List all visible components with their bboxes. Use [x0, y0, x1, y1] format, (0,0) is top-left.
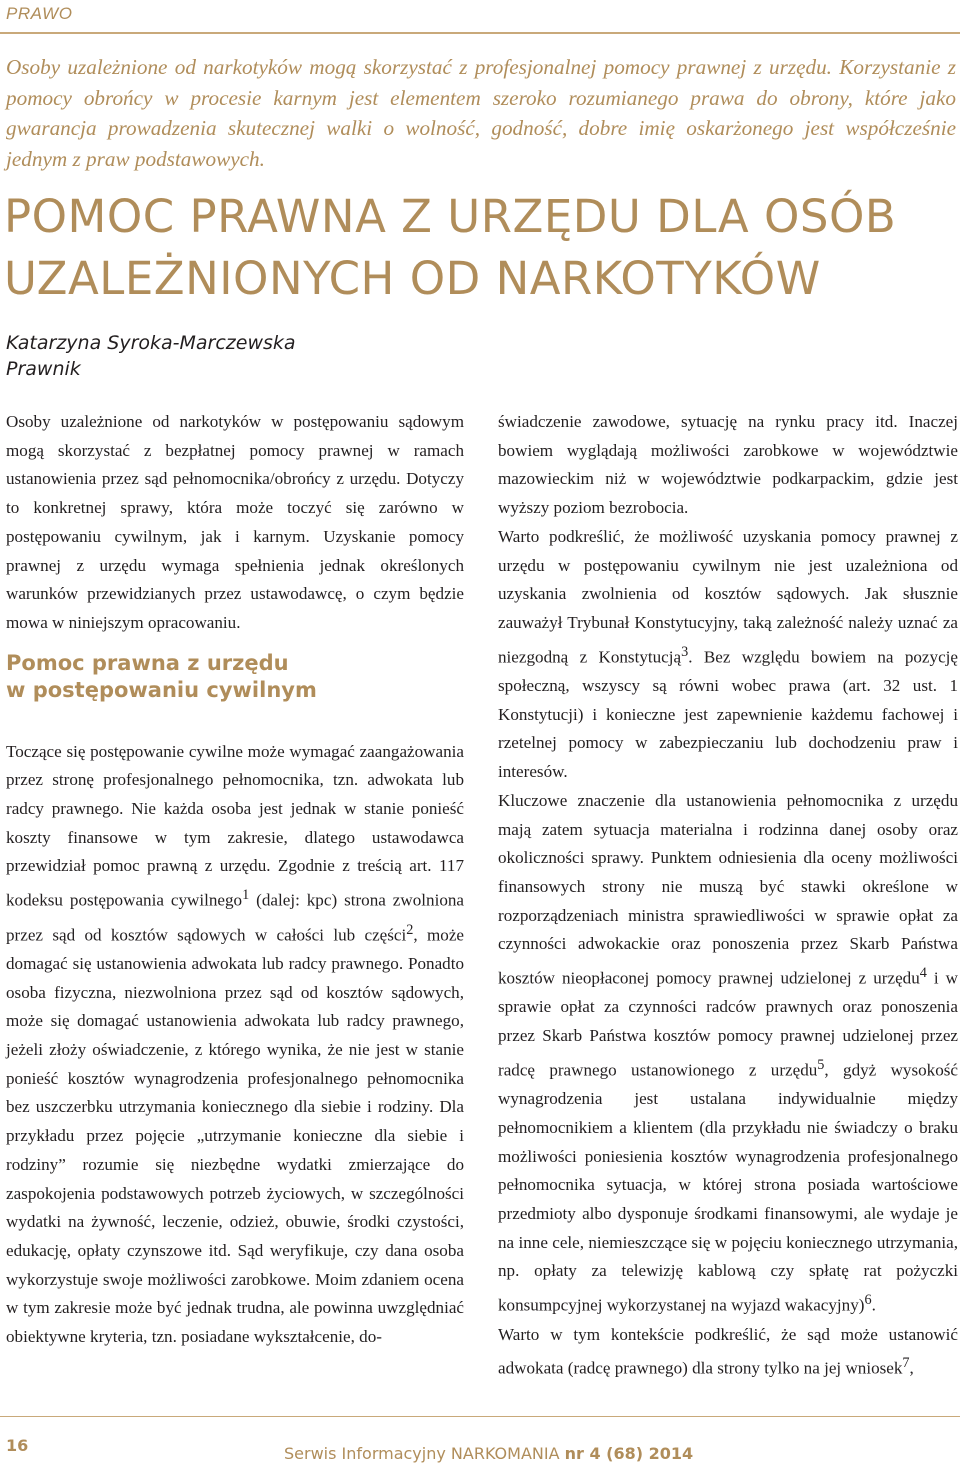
publication-name: Serwis Informacyjny NARKOMANIA	[284, 1444, 560, 1463]
footnote-ref-4: 4	[919, 965, 927, 982]
lead-paragraph	[6, 52, 956, 174]
right-column	[498, 408, 958, 1384]
footnote-ref-5: 5	[817, 1056, 825, 1073]
author-block	[6, 330, 296, 382]
intro-paragraph: Osoby uzależnione od narkotyków w postępowaniu sądowym mogą skorzystać z bezpłatnej pomocy prawnej w ramach ustanowienia przez sąd pełnomocnika/obrońcy z urzędu. Dotyczy to konkretnej sprawy, która może toczyć się zarówno w postępowaniu cywilnym, jak i karnym. Uzyskanie pomocy prawnej z urzędu wymaga spełnienia jednak określonych warunków przewidzianych przez ustawodawcę, o czym będzie mowa w niniejszym opracowaniu.	[6, 412, 464, 632]
footnote-ref-1: 1	[242, 887, 250, 904]
body-text: Warto w tym kontekście podkreślić, że sąd może ustanowić adwokata (radcę prawnego) dla strony tylko na jej wniosek	[498, 1324, 958, 1378]
section-subheading	[6, 650, 464, 704]
body-text: , gdyż wysokość wynagrodzenia jest ustalana indywidualnie między pełnomocnikiem a klientem (dla przykładu nie świadczy o braku możliwości poniesienia kosztów wynagrodzenia profesjonalnego pełnomocnika sytuacja, w której strona posiada wartościowe przedmioty albo dysponuje środkami finansowymi, ale wydaje je na inne cele, niemieszczące się w pojęciu koniecznego utrzymania, np. opłaty za telewizję kablową czy spłatę rat pożyczki konsumpcyjnej wykorzystanej na wyjazd wakacyjny)	[498, 1060, 958, 1315]
article-title-line1: POMOC PRAWNA Z URZĘDU DLA OSÓB	[4, 190, 897, 243]
footnote-ref-7: 7	[902, 1355, 910, 1372]
page-number: 16	[6, 1436, 29, 1455]
financial-criteria-paragraph	[498, 787, 958, 1321]
author-name: Katarzyna Syroka-Marczewska	[6, 332, 296, 354]
body-text: Kluczowe znaczenie dla ustanowienia pełnomocnika z urzędu mają zatem sytuacja materialna i rodzinna danej osoby oraz okoliczności sprawy. Punktem odniesienia dla oceny możliwości finansowych strony nie muszą być stawki określone w rozporządzeniach ministra sprawiedliwości w sprawie opłat za czynności adwokackie oraz ponoszenia przez Skarb Państwa kosztów nieopłaconej pomocy prawnej udzielonej z urzędu	[498, 790, 958, 988]
footnote-ref-3: 3	[681, 643, 689, 660]
body-text: , może domagać się ustanowienia adwokata lub radcy prawnego. Ponadto osoba fizyczna, niezwolniona przez sąd od kosztów sądowych, może się domagać ustanowienia adwokata lub radcy prawnego, jeżeli złoży oświadczenie, z którego wynika, że nie jest w stanie ponieść kosztów wynagrodzenia profesjonalnego pełnomocnika bez uszczerbku utrzymania koniecznego dla siebie i rodziny. Dla przykładu przez pojęcie „utrzymanie konieczne dla siebie i rodziny” rozumie się niezbędne wydatki zmierzające do zaspokojenia podstawowych potrzeb życiowych, w szczególności wydatki na żywność, leczenie, odzież, obuwie, środki czystości, edukację, opłaty czynszowe itd. Sąd weryfikuje, czy dana osoba wykorzystuje swoje możliwości zarobkowe. Moim zdaniem ocena w tym zakresie może być jednak trudna, ale powinna uwzględniać obiektywne kryteria, tzn. posiadane wykształcenie, do-	[6, 925, 464, 1347]
footer-divider	[0, 1416, 960, 1417]
article-title	[4, 186, 954, 310]
body-text: Toczące się postępowanie cywilne może wymagać zaangażowania przez stronę profesjonalnego pełnomocnika, tzn. adwokata lub radcy prawnego. Nie każda osoba jest jednak w stanie ponieść koszty finansowe w tym zakresie, dlatego ustawodawca przewidział pomoc prawną z urzędu. Zgodnie z treścią art. 117 kodeksu postępowania cywilnego	[6, 741, 464, 910]
constitutional-paragraph	[498, 523, 958, 787]
body-text: i w sprawie opłat za czynności radców prawnych oraz ponoszenia przez Skarb Państwa kosztów pomocy prawnej udzielonej przez radcę prawnego ustanowionego z urzędu	[498, 968, 958, 1080]
body-text: Warto podkreślić, że możliwość uzyskania pomocy prawnej z urzędu w postępowaniu cywilnym nie jest uzależniona od uzyskania zwolnienia od kosztów sądowych. Jak słusznie zauważył Trybunał Konstytucyjny, taką zależność należy uznać za niezgodną z Konstytucją	[498, 526, 958, 667]
civil-procedure-paragraph	[6, 738, 464, 1352]
footnote-ref-2: 2	[406, 921, 414, 938]
subheading-line2: w postępowaniu cywilnym	[6, 677, 317, 702]
closing-paragraph	[498, 1321, 958, 1384]
author-role: Prawnik	[6, 358, 81, 380]
left-column	[6, 408, 464, 1352]
issue-number: nr 4 (68) 2014	[564, 1444, 694, 1463]
article-title-line2: UZALEŻNIONYCH OD NARKOTYKÓW	[4, 252, 821, 305]
body-text: .	[871, 1295, 876, 1315]
lead-text: Osoby uzależnione od narkotyków mogą skorzystać z profesjonalnej pomocy prawnej z urzędu. Korzystanie z pomocy obrońcy w procesie karnym jest elementem szeroko rozumianego prawa do obrony, które jako gwarancja prowadzenia skutecznej walki o wolność, godność, dobre imię oskarżonego jest współcześnie jednym z praw podstawowych.	[6, 55, 956, 171]
continuation-paragraph: świadczenie zawodowe, sytuację na rynku pracy itd. Inaczej bowiem wyglądają możliwości zarobkowe w województwie mazowieckim niż w województwie podkarpackim, gdzie jest wyższy poziom bezrobocia.	[498, 412, 958, 518]
subheading-line1: Pomoc prawna z urzędu	[6, 650, 289, 675]
top-divider	[0, 32, 960, 34]
footer-publication	[284, 1444, 693, 1463]
body-text: ,	[909, 1358, 914, 1378]
body-text: . Bez względu bowiem na pozycję społeczną, wszyscy są równi wobec prawa (art. 32 ust. 1 Konstytucji) i konieczne jest zapewnienie każdemu fachowej i rzetelnej pomocy w zabezpieczaniu lub dochodzeniu praw i interesów.	[498, 647, 958, 782]
body-text: (dalej: kpc) strona zwolniona przez sąd od kosztów sądowych w całości lub części	[6, 890, 465, 945]
footnote-ref-6: 6	[864, 1292, 872, 1309]
section-tag: PRAWO	[6, 4, 73, 23]
